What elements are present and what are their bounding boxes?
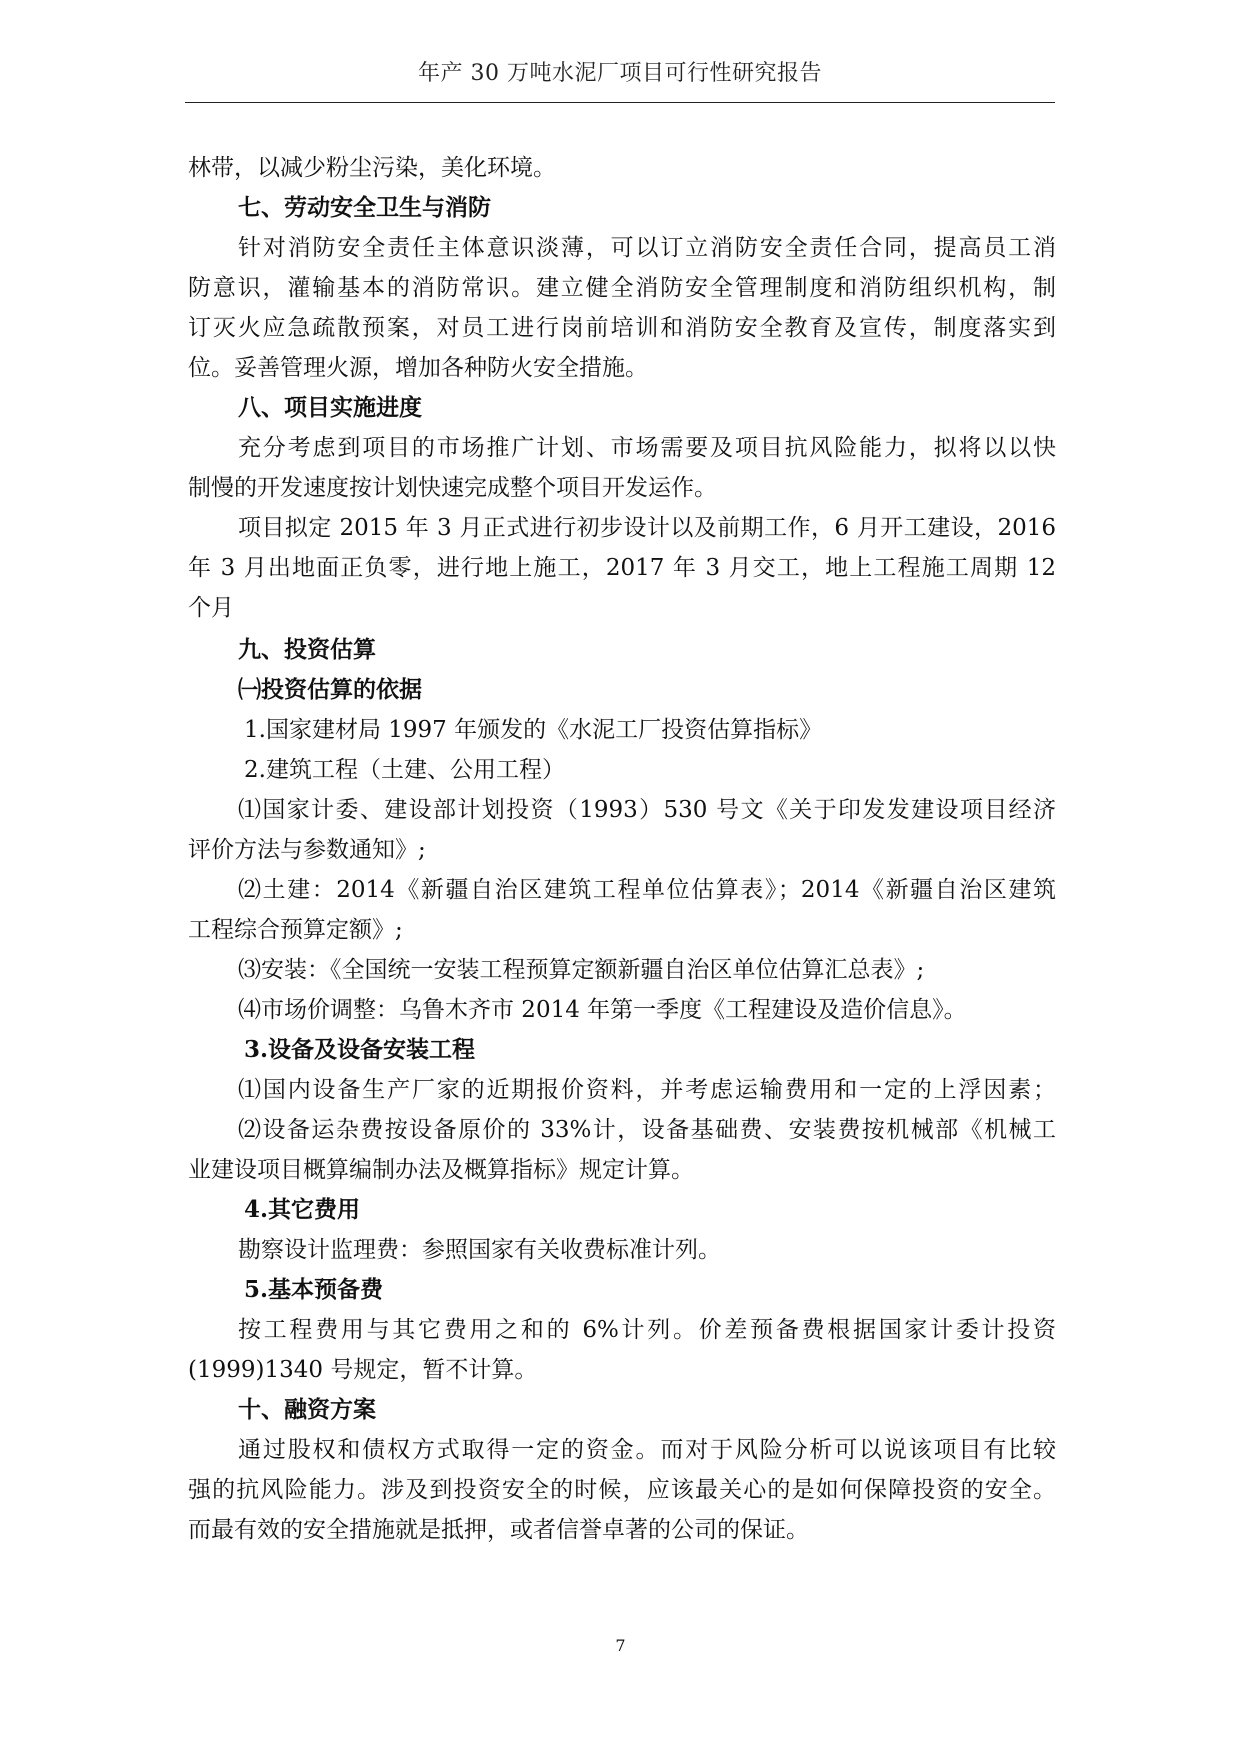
paragraph-line: 年 3 月出地面正负零，进行地上施工，2017 年 3 月交工，地上工程施工周期 12 [188, 555, 1056, 581]
list-item: ⑴国家计委、建设部计划投资（1993）530 号文《关于印发发建设项目经济 [238, 797, 1056, 823]
list-item: ⑴国内设备生产厂家的近期报价资料，并考虑运输费用和一定的上浮因素； [238, 1077, 1056, 1103]
page-number: 7 [615, 1636, 626, 1655]
paragraph-line: 防意识，灌输基本的消防常识。建立健全消防安全管理制度和消防组织机构，制 [188, 275, 1056, 301]
paragraph-line: 业建设项目概算编制办法及概算指标》规定计算。 [188, 1157, 694, 1183]
paragraph-line: 位。妥善管理火源，增加各种防火安全措施。 [188, 355, 648, 381]
paragraph-line: 项目拟定 2015 年 3 月正式进行初步设计以及前期工作，6 月开工建设，2016 [238, 515, 1056, 541]
list-item: ⑵设备运杂费按设备原价的 33%计，设备基础费、安装费按机械部《机械工 [238, 1117, 1056, 1143]
list-item: ⑵土建：2014《新疆自治区建筑工程单位估算表》；2014《新疆自治区建筑 [238, 877, 1056, 903]
paragraph-line: 通过股权和债权方式取得一定的资金。而对于风险分析可以说该项目有比较 [238, 1437, 1056, 1463]
paragraph-line: 个月 [188, 595, 234, 621]
section-heading: 八、项目实施进度 [238, 394, 422, 421]
subsection-heading: 4.其它费用 [244, 1196, 361, 1223]
list-item: ⑶安装：《全国统一安装工程预算定额新疆自治区单位估算汇总表》; [238, 957, 925, 983]
paragraph-line: 勘察设计监理费：参照国家有关收费标准计列。 [238, 1237, 721, 1263]
paragraph-line: 评价方法与参数通知》; [188, 837, 426, 863]
list-item: 2.建筑工程（土建、公用工程） [244, 757, 565, 783]
subsection-heading: 3.设备及设备安装工程 [244, 1036, 476, 1063]
section-heading: 七、劳动安全卫生与消防 [238, 194, 491, 221]
body-line: 林带，以减少粉尘污染，美化环境。 [188, 155, 556, 181]
subsection-heading: 5.基本预备费 [244, 1276, 384, 1303]
subsection-heading: ㈠投资估算的依据 [238, 676, 422, 703]
paragraph-line: 制慢的开发速度按计划快速完成整个项目开发运作。 [188, 475, 717, 501]
header-rule [185, 102, 1055, 103]
paragraph-line: 按工程费用与其它费用之和的 6%计列。价差预备费根据国家计委计投资 [238, 1317, 1056, 1343]
paragraph-line: 针对消防安全责任主体意识淡薄，可以订立消防安全责任合同，提高员工消 [238, 235, 1056, 261]
running-header: 年产 30 万吨水泥厂项目可行性研究报告 [418, 61, 822, 86]
paragraph-line: 工程综合预算定额》; [188, 917, 403, 943]
paragraph-line: (1999)1340 号规定，暂不计算。 [188, 1357, 538, 1383]
document-body [188, 148, 1056, 1550]
paragraph-line: 订灭火应急疏散预案，对员工进行岗前培训和消防安全教育及宣传，制度落实到 [188, 315, 1056, 341]
list-item: 1.国家建材局 1997 年颁发的《水泥工厂投资估算指标》 [244, 717, 823, 743]
list-item: ⑷市场价调整：乌鲁木齐市 2014 年第一季度《工程建设及造价信息》。 [238, 997, 967, 1023]
paragraph-line: 强的抗风险能力。涉及到投资安全的时候，应该最关心的是如何保障投资的安全。 [188, 1477, 1056, 1503]
section-heading: 十、融资方案 [238, 1396, 376, 1423]
paragraph-line: 而最有效的安全措施就是抵押，或者信誉卓著的公司的保证。 [188, 1517, 809, 1543]
section-heading: 九、投资估算 [238, 636, 376, 663]
paragraph-line: 充分考虑到项目的市场推广计划、市场需要及项目抗风险能力，拟将以以快 [238, 435, 1056, 461]
